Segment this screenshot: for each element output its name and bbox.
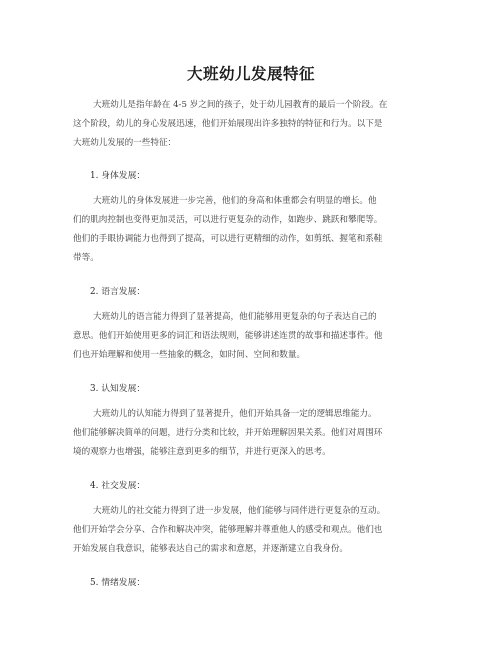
paragraph-line: 大班幼儿的身体发展进一步完善，他们的身高和体重都会有明显的增长。他 (93, 196, 377, 206)
paragraph-line: 他们能够解决简单的问题，进行分类和比较，并开始理解因果关系。他们对周围环 (73, 428, 383, 438)
paragraph-line: 们的肌肉控制也变得更加灵活，可以进行更复杂的动作，如跑步、跳跃和攀爬等。 (73, 215, 383, 225)
paragraph-line: 他们的手眼协调能力也得到了提高，可以进行更精细的动作，如剪纸、握笔和系鞋 (73, 234, 383, 244)
paragraph-line: 开始发展自我意识，能够表达自己的需求和意愿，并逐渐建立自我身份。 (73, 544, 349, 554)
paragraph-line: 带等。 (73, 253, 99, 263)
section-heading-cognitive: 3. 认知发展： (90, 384, 146, 394)
document-title: 大班幼儿发展特征 (186, 65, 315, 83)
section-heading-language: 2. 语言发展： (90, 287, 146, 297)
paragraph-line: 大班幼儿的认知能力得到了显著提升，他们开始具备一定的逻辑思维能力。 (93, 409, 377, 419)
section-heading-social: 4. 社交发展： (90, 481, 146, 491)
intro-line: 大班幼儿发展的一些特征： (73, 138, 177, 148)
paragraph-line: 意思。他们开始使用更多的词汇和语法规则，能够讲述连贯的故事和描述事件。他 (73, 331, 383, 341)
intro-line: 大班幼儿是指年龄在 4-5 岁之间的孩子，处于幼儿园教育的最后一个阶段。在 (93, 100, 388, 110)
section-heading-body: 1. 身体发展： (90, 171, 146, 181)
paragraph-line: 大班幼儿的语言能力得到了显著提高，他们能够用更复杂的句子表达自己的 (93, 312, 377, 322)
paragraph-line: 境的观察力也增强，能够注意到更多的细节，并进行更深入的思考。 (73, 447, 331, 457)
paragraph-line: 们也开始理解和使用一些抽象的概念，如时间、空间和数量。 (73, 350, 306, 360)
paragraph-line: 大班幼儿的社交能力得到了进一步发展，他们能够与同伴进行更复杂的互动。 (93, 506, 386, 516)
section-heading-emotional: 5. 情绪发展： (90, 578, 146, 588)
intro-line: 这个阶段，幼儿的身心发展迅速，他们开始展现出许多独特的特征和行为。以下是 (73, 119, 383, 129)
paragraph-line: 他们开始学会分享、合作和解决冲突，能够理解并尊重他人的感受和观点。他们也 (73, 525, 383, 535)
